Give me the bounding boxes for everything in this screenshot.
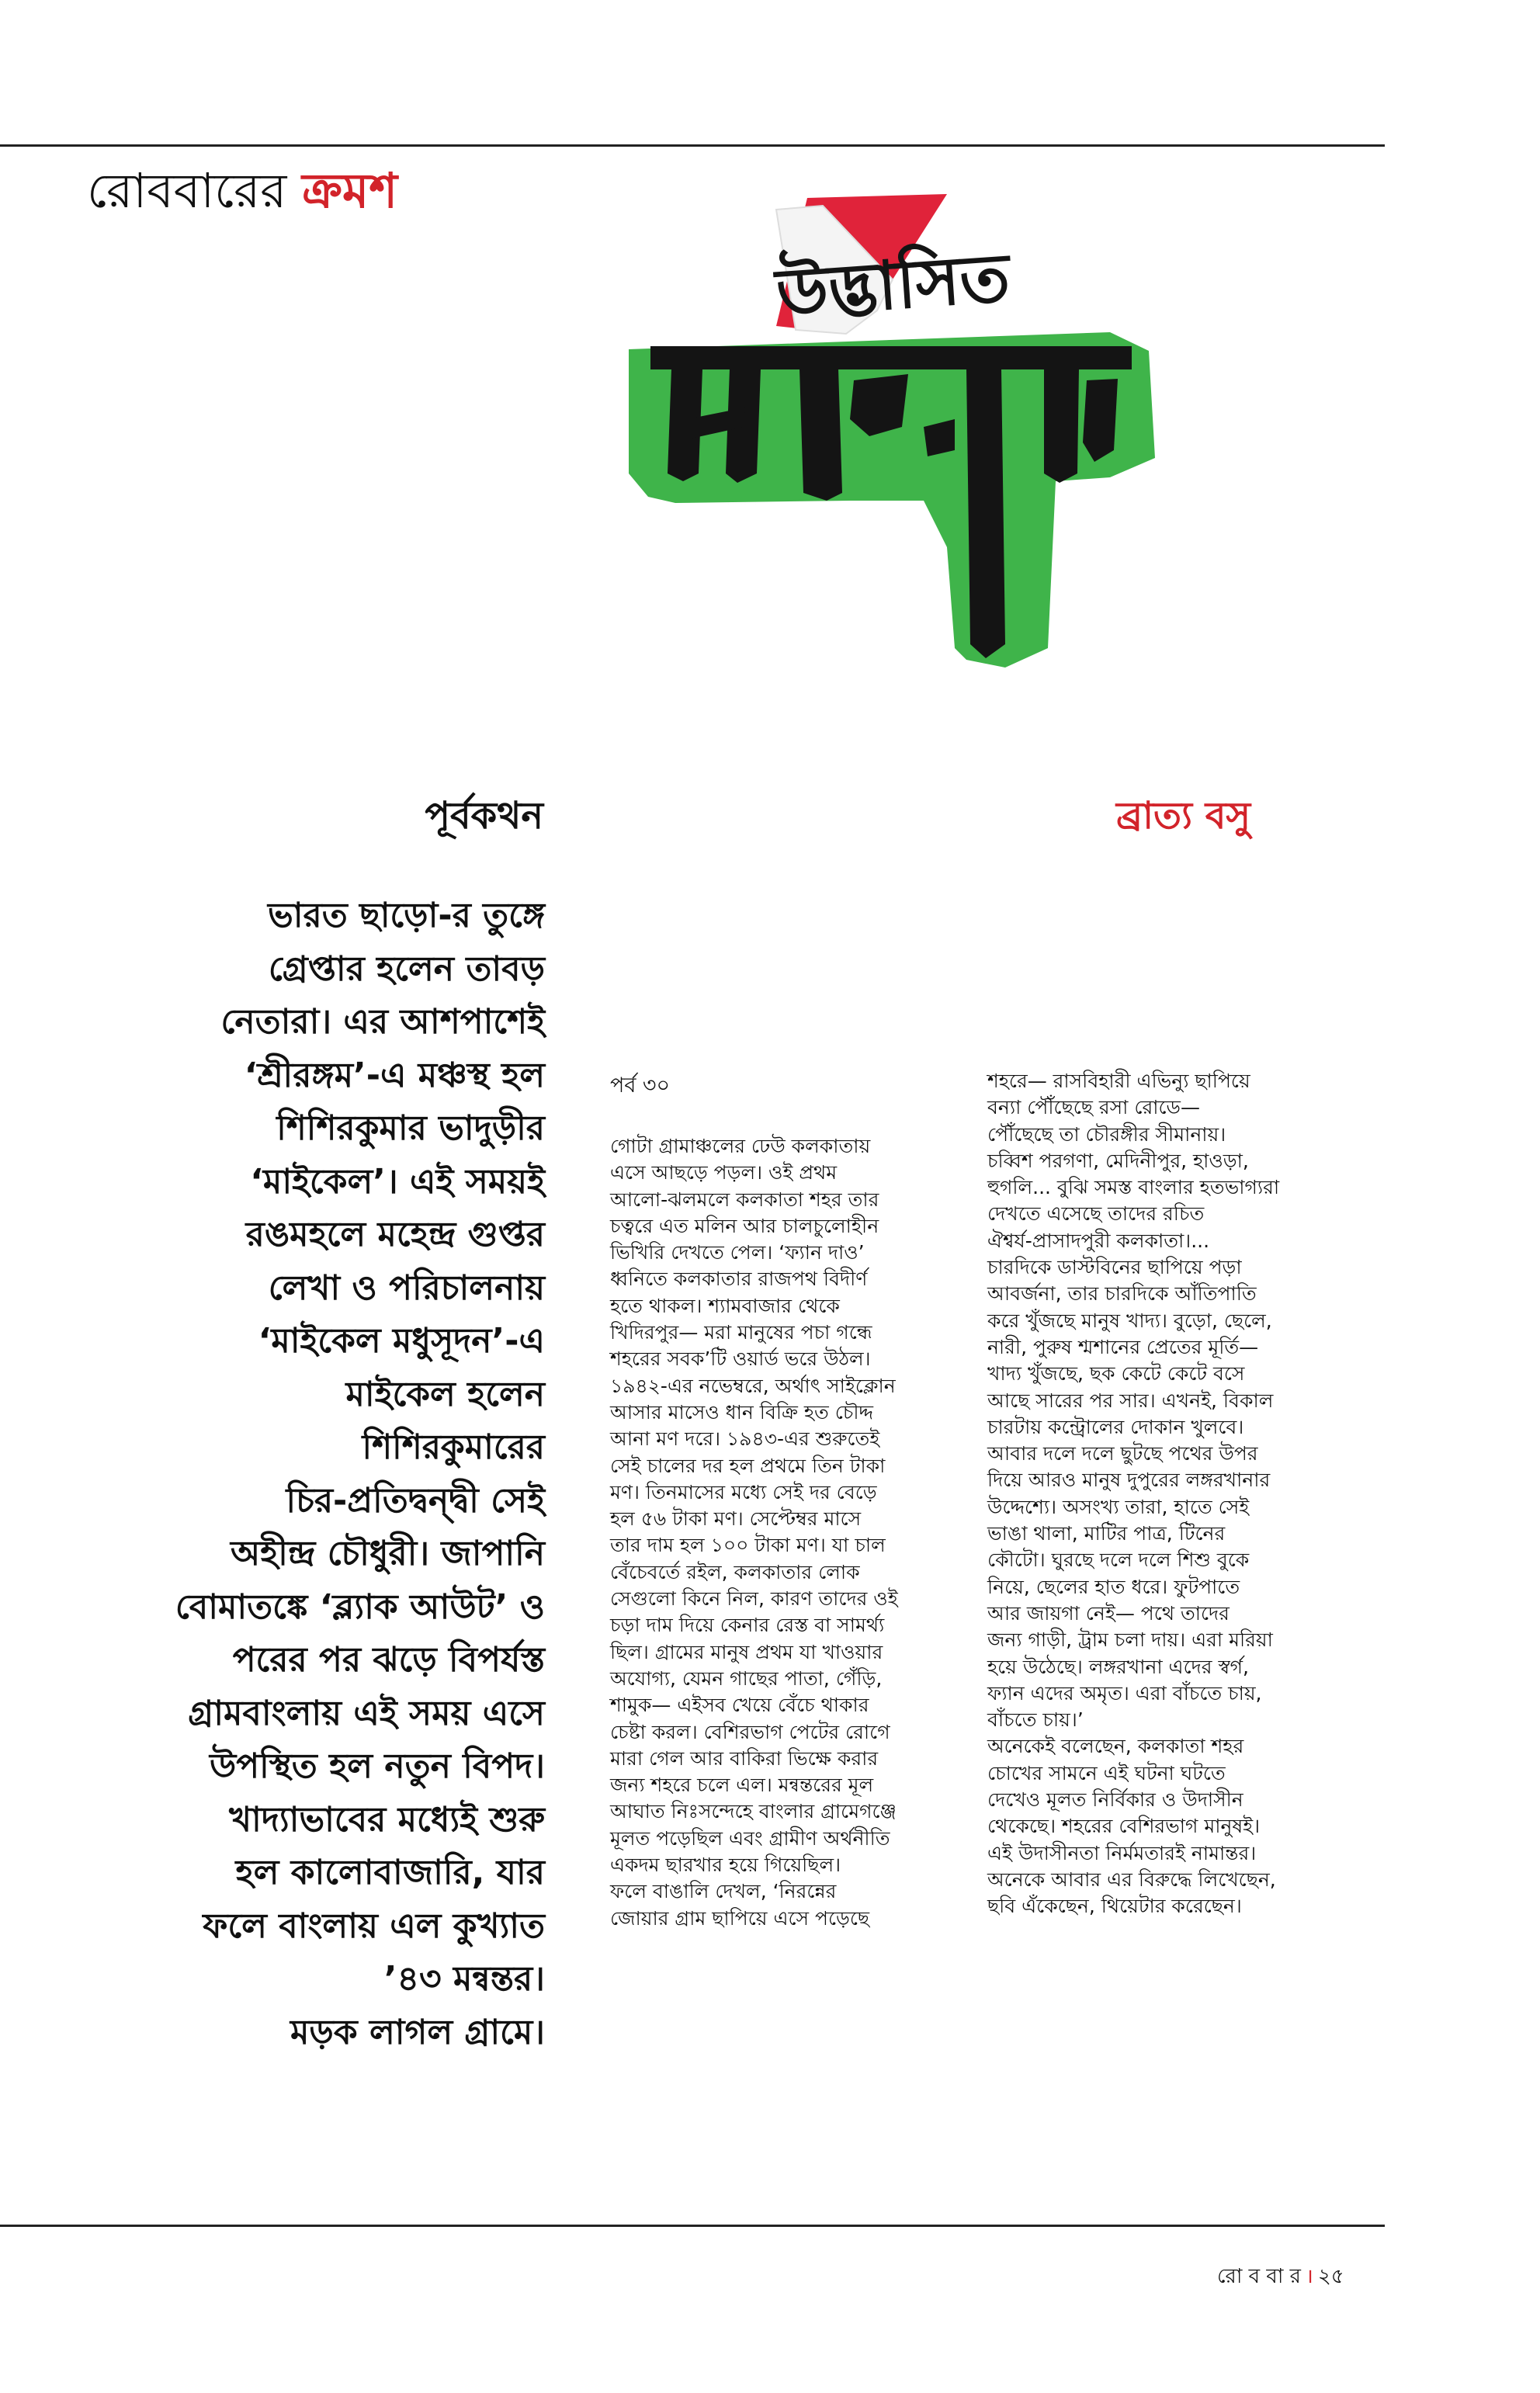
header-text: রোববারের <box>87 162 287 219</box>
article-line: বন্যা পৌঁছেছে রসা রোডে— <box>987 1096 1200 1119</box>
intro-line: বোমাতঙ্কে ‘ব্ল্যাক আউট’ ও <box>175 1587 545 1627</box>
intro-line: রঙমহলে মহেন্দ্র গুপ্তর <box>245 1215 545 1254</box>
intro-line: শিশিরকুমার ভাদুড়ীর <box>276 1108 545 1148</box>
intro-line: ’৪৩ মন্বন্তর। <box>383 1959 545 1999</box>
article-line: ১৯৪২-এর নভেম্বরে, অর্থাৎ সাইক্লোন <box>610 1374 896 1397</box>
author-name: ব্রাত্য বসু <box>1116 794 1251 838</box>
footer-page-number: ২৫ <box>1317 2265 1344 2288</box>
article-line: চড়া দাম দিয়ে কেনার রেস্ত বা সামর্থ্য <box>610 1614 885 1637</box>
article-line: ধ্বনিতে কলকাতার রাজপথ বিদীর্ণ <box>610 1268 868 1291</box>
article-line: জোয়ার গ্রাম ছাপিয়ে এসে পড়েছে <box>610 1906 870 1930</box>
article-line: আসার মাসেও ধান বিক্রি হত চৌদ্দ <box>610 1400 873 1424</box>
article-line: এই উদাসীনতা নির্মমতারই নামান্তর। <box>987 1841 1257 1864</box>
article-line: নারী, পুরুষ শ্মশানের প্রেতের মূর্তি— <box>987 1335 1259 1358</box>
article-line: হুগলি... বুঝি সমস্ত বাংলার হতভাগ্যরা <box>987 1176 1280 1199</box>
title-line1: উদ্ভাসিত <box>773 238 1013 333</box>
intro-line: মড়ক লাগল গ্রামে। <box>290 2012 545 2052</box>
article-line: শহরের সবক’টি ওয়ার্ড ভরে উঠল। <box>610 1347 871 1371</box>
intro-line: ভারত ছাড়ো-র তুঙ্গে <box>267 896 545 935</box>
article-line: অযোগ্য, যেমন গাছের পাতা, গেঁড়ি, <box>610 1666 883 1690</box>
article-line: দেখেও মূলত নির্বিকার ও উদাসীন <box>987 1788 1243 1812</box>
article-line: ফ্যান এদের অমৃত। এরা বাঁচতে চায়, <box>987 1681 1262 1705</box>
intro-line: চির-প্রতিদ্বন্দ্বী সেই <box>286 1480 545 1521</box>
article-line: ভাঙা থালা, মাটির পাত্র, টিনের <box>987 1522 1226 1545</box>
intro-line: খাদ্যাভাবের মধ্যেই শুরু <box>229 1799 545 1840</box>
article-line: আঘাত নিঃসন্দেহে বাংলার গ্রামেগঞ্জে <box>610 1800 897 1823</box>
section-header <box>87 160 397 222</box>
article-line: অনেকে আবার এর বিরুদ্ধে লিখেছেন, <box>987 1868 1276 1891</box>
article-line: ফলে বাঙালি দেখল, ‘নিরন্নের <box>610 1880 837 1903</box>
article-line: তার দাম হল ১০০ টাকা মণ। যা চাল <box>610 1534 886 1557</box>
article-line: খাদ্য খুঁজছে, ছক কেটে কেটে বসে <box>987 1362 1245 1386</box>
article-line: বেঁচেবর্তে রইল, কলকাতার লোক <box>610 1560 860 1583</box>
article-line: আছে সারের পর সার। এখনই, বিকাল <box>987 1389 1274 1412</box>
article-line: আর জায়গা নেই— পথে তাদের <box>987 1601 1230 1625</box>
article-line: আলো-ঝলমলে কলকাতা শহর তার <box>610 1188 879 1211</box>
article-line: নিয়ে, ছেলের হাত ধরে। ফুটপাতে <box>987 1575 1240 1598</box>
article-column-2 <box>987 1068 1375 1920</box>
article-line: ঐশ্বর্য-প্রাসাদপুরী কলকাতা।... <box>987 1229 1210 1252</box>
article-line: থেকেছে। শহরের বেশিরভাগ মানুষই। <box>987 1815 1261 1838</box>
intro-line: হল কালোবাজারি, যার <box>235 1853 545 1892</box>
article-line: অনেকেই বলেছেন, কলকাতা শহর <box>987 1735 1244 1758</box>
intro-line: ফলে বাংলায় এল কুখ্যাত <box>203 1906 545 1946</box>
article-line: আনা মণ দরে। ১৯৪৩-এর শুরুতেই <box>610 1427 880 1451</box>
article-line: কৌটো। ঘুরছে দলে দলে শিশু বুকে <box>987 1549 1250 1572</box>
article-line: শহরে— রাসবিহারী এভিন্যু ছাপিয়ে <box>987 1070 1250 1092</box>
article-line: উদ্দেশ্যে। অসংখ্য তারা, হাতে সেই <box>987 1495 1250 1518</box>
article-line: বাঁচতে চায়।’ <box>987 1708 1084 1732</box>
article-line: মারা গেল আর বাকিরা ভিক্ষে করার <box>610 1746 879 1770</box>
footer-separator: । <box>1305 2265 1313 2288</box>
title-line2 <box>721 490 758 508</box>
article-line: জন্য গাড়ী, ট্রাম চলা দায়। এরা মরিয়া <box>987 1628 1273 1652</box>
article-line: আবর্জনা, তার চারদিকে আঁতিপাতি <box>987 1282 1257 1306</box>
page-footer <box>1217 2260 1344 2294</box>
article-line: হল ৫৬ টাকা মণ। সেপ্টেম্বর মাসে <box>610 1507 862 1531</box>
intro-line: গ্রেপ্তার হলেন তাবড় <box>268 949 545 989</box>
article-line: একদম ছারখার হয়ে গিয়েছিল। <box>610 1854 841 1877</box>
article-line: পৌঁছেছে তা চৌরঙ্গীর সীমানায়। <box>987 1122 1226 1146</box>
article-line: হয়ে উঠেছে। লঙ্গরখানা এদের স্বর্গ, <box>987 1655 1250 1678</box>
article-line: দেখতে এসেছে তাদের রচিত <box>987 1202 1205 1226</box>
article-line: সেগুলো কিনে নিল, কারণ তাদের ওই <box>610 1587 898 1611</box>
article-column-1 <box>610 1133 975 1932</box>
bottom-rule <box>0 2225 1385 2227</box>
article-line: চোখের সামনে এই ঘটনা ঘটতে <box>987 1761 1226 1784</box>
intro-line: গ্রামবাংলায় এই সময় এসে <box>188 1693 545 1733</box>
article-line: চেষ্টা করল। বেশিরভাগ পেটের রোগে <box>610 1720 890 1743</box>
article-line: শামুক— এইসব খেয়ে বেঁচে থাকার <box>610 1694 869 1717</box>
article-line: চারদিকে ডাস্টবিনের ছাপিয়ে পড়া <box>987 1256 1242 1279</box>
intro-line: ‘শ্রীরঙ্গম’-এ মঞ্চস্থ হল <box>244 1055 545 1095</box>
intro-line: ‘মাইকেল’। এই সময়ই <box>250 1161 545 1202</box>
article-line: চত্বরে এত মলিন আর চালচুলোহীন <box>610 1214 879 1237</box>
intro-summary <box>132 890 545 2059</box>
article-line: ছবি এঁকেছেন, থিয়েটার করেছেন। <box>987 1895 1242 1918</box>
article-line: আবার দলে দলে ছুটছে পথের উপর <box>987 1442 1258 1465</box>
article-line: খিদিরপুর— মরা মানুষের পচা গন্ধে <box>610 1321 872 1344</box>
article-line: জন্য শহরে চলে এল। মন্বন্তরের মূল <box>610 1774 874 1797</box>
article-line: মণ। তিনমাসের মধ্যে সেই দর বেড়ে <box>610 1480 877 1503</box>
intro-line: উপস্থিত হল নতুন বিপদ। <box>209 1746 545 1786</box>
intro-line: লেখা ও পরিচালনায় <box>268 1268 545 1308</box>
footer-magazine-name: রো ব বা র <box>1217 2265 1301 2288</box>
article-line: সেই চালের দর হল প্রথমে তিন টাকা <box>610 1454 886 1477</box>
article-line: করে খুঁজছে মানুষ খাদ্য। বুড়ো, ছেলে, <box>987 1309 1272 1332</box>
article-line: এসে আছড়ে পড়ল। ওই প্রথম <box>610 1161 838 1184</box>
intro-line: নেতারা। এর আশপাশেই <box>220 1002 545 1042</box>
article-line: ছিল। গ্রামের মানুষ প্রথম যা খাওয়ার <box>610 1640 883 1663</box>
intro-line: মাইকেল হলেন <box>345 1374 545 1414</box>
article-line: ভিখিরি দেখতে পেল। ‘ফ্যান দাও’ <box>610 1241 865 1264</box>
section-label-purbakathan: পূর্বকথন <box>425 794 543 838</box>
article-line: গোটা গ্রামাঞ্চলের ঢেউ কলকাতায় <box>610 1135 871 1157</box>
article-line: দিয়ে আরও মানুষ দুপুরের লঙ্গরখানার <box>987 1469 1271 1492</box>
article-line: চারটায় কন্ট্রোলের দোকান খুলবে। <box>987 1415 1244 1438</box>
header-accent: ক্রমশ <box>302 162 398 219</box>
article-line: চব্বিশ পরগণা, মেদিনীপুর, হাওড়া, <box>987 1149 1249 1172</box>
intro-line: পরের পর ঝড়ে বিপর্যস্ত <box>232 1640 545 1680</box>
intro-line: শিশিরকুমারের <box>362 1427 545 1467</box>
article-line: মূলত পড়েছিল এবং গ্রামীণ অর্থনীতি <box>610 1826 890 1850</box>
intro-line: ‘মাইকেল মধুসূদন’-এ <box>258 1321 545 1361</box>
article-line: হতে থাকল। শ্যামবাজার থেকে <box>610 1294 840 1317</box>
episode-number: পর্ব ৩০ <box>610 1073 671 1098</box>
intro-line: অহীন্দ্র চৌধুরী। জাপানি <box>230 1534 545 1573</box>
top-rule <box>0 144 1385 147</box>
